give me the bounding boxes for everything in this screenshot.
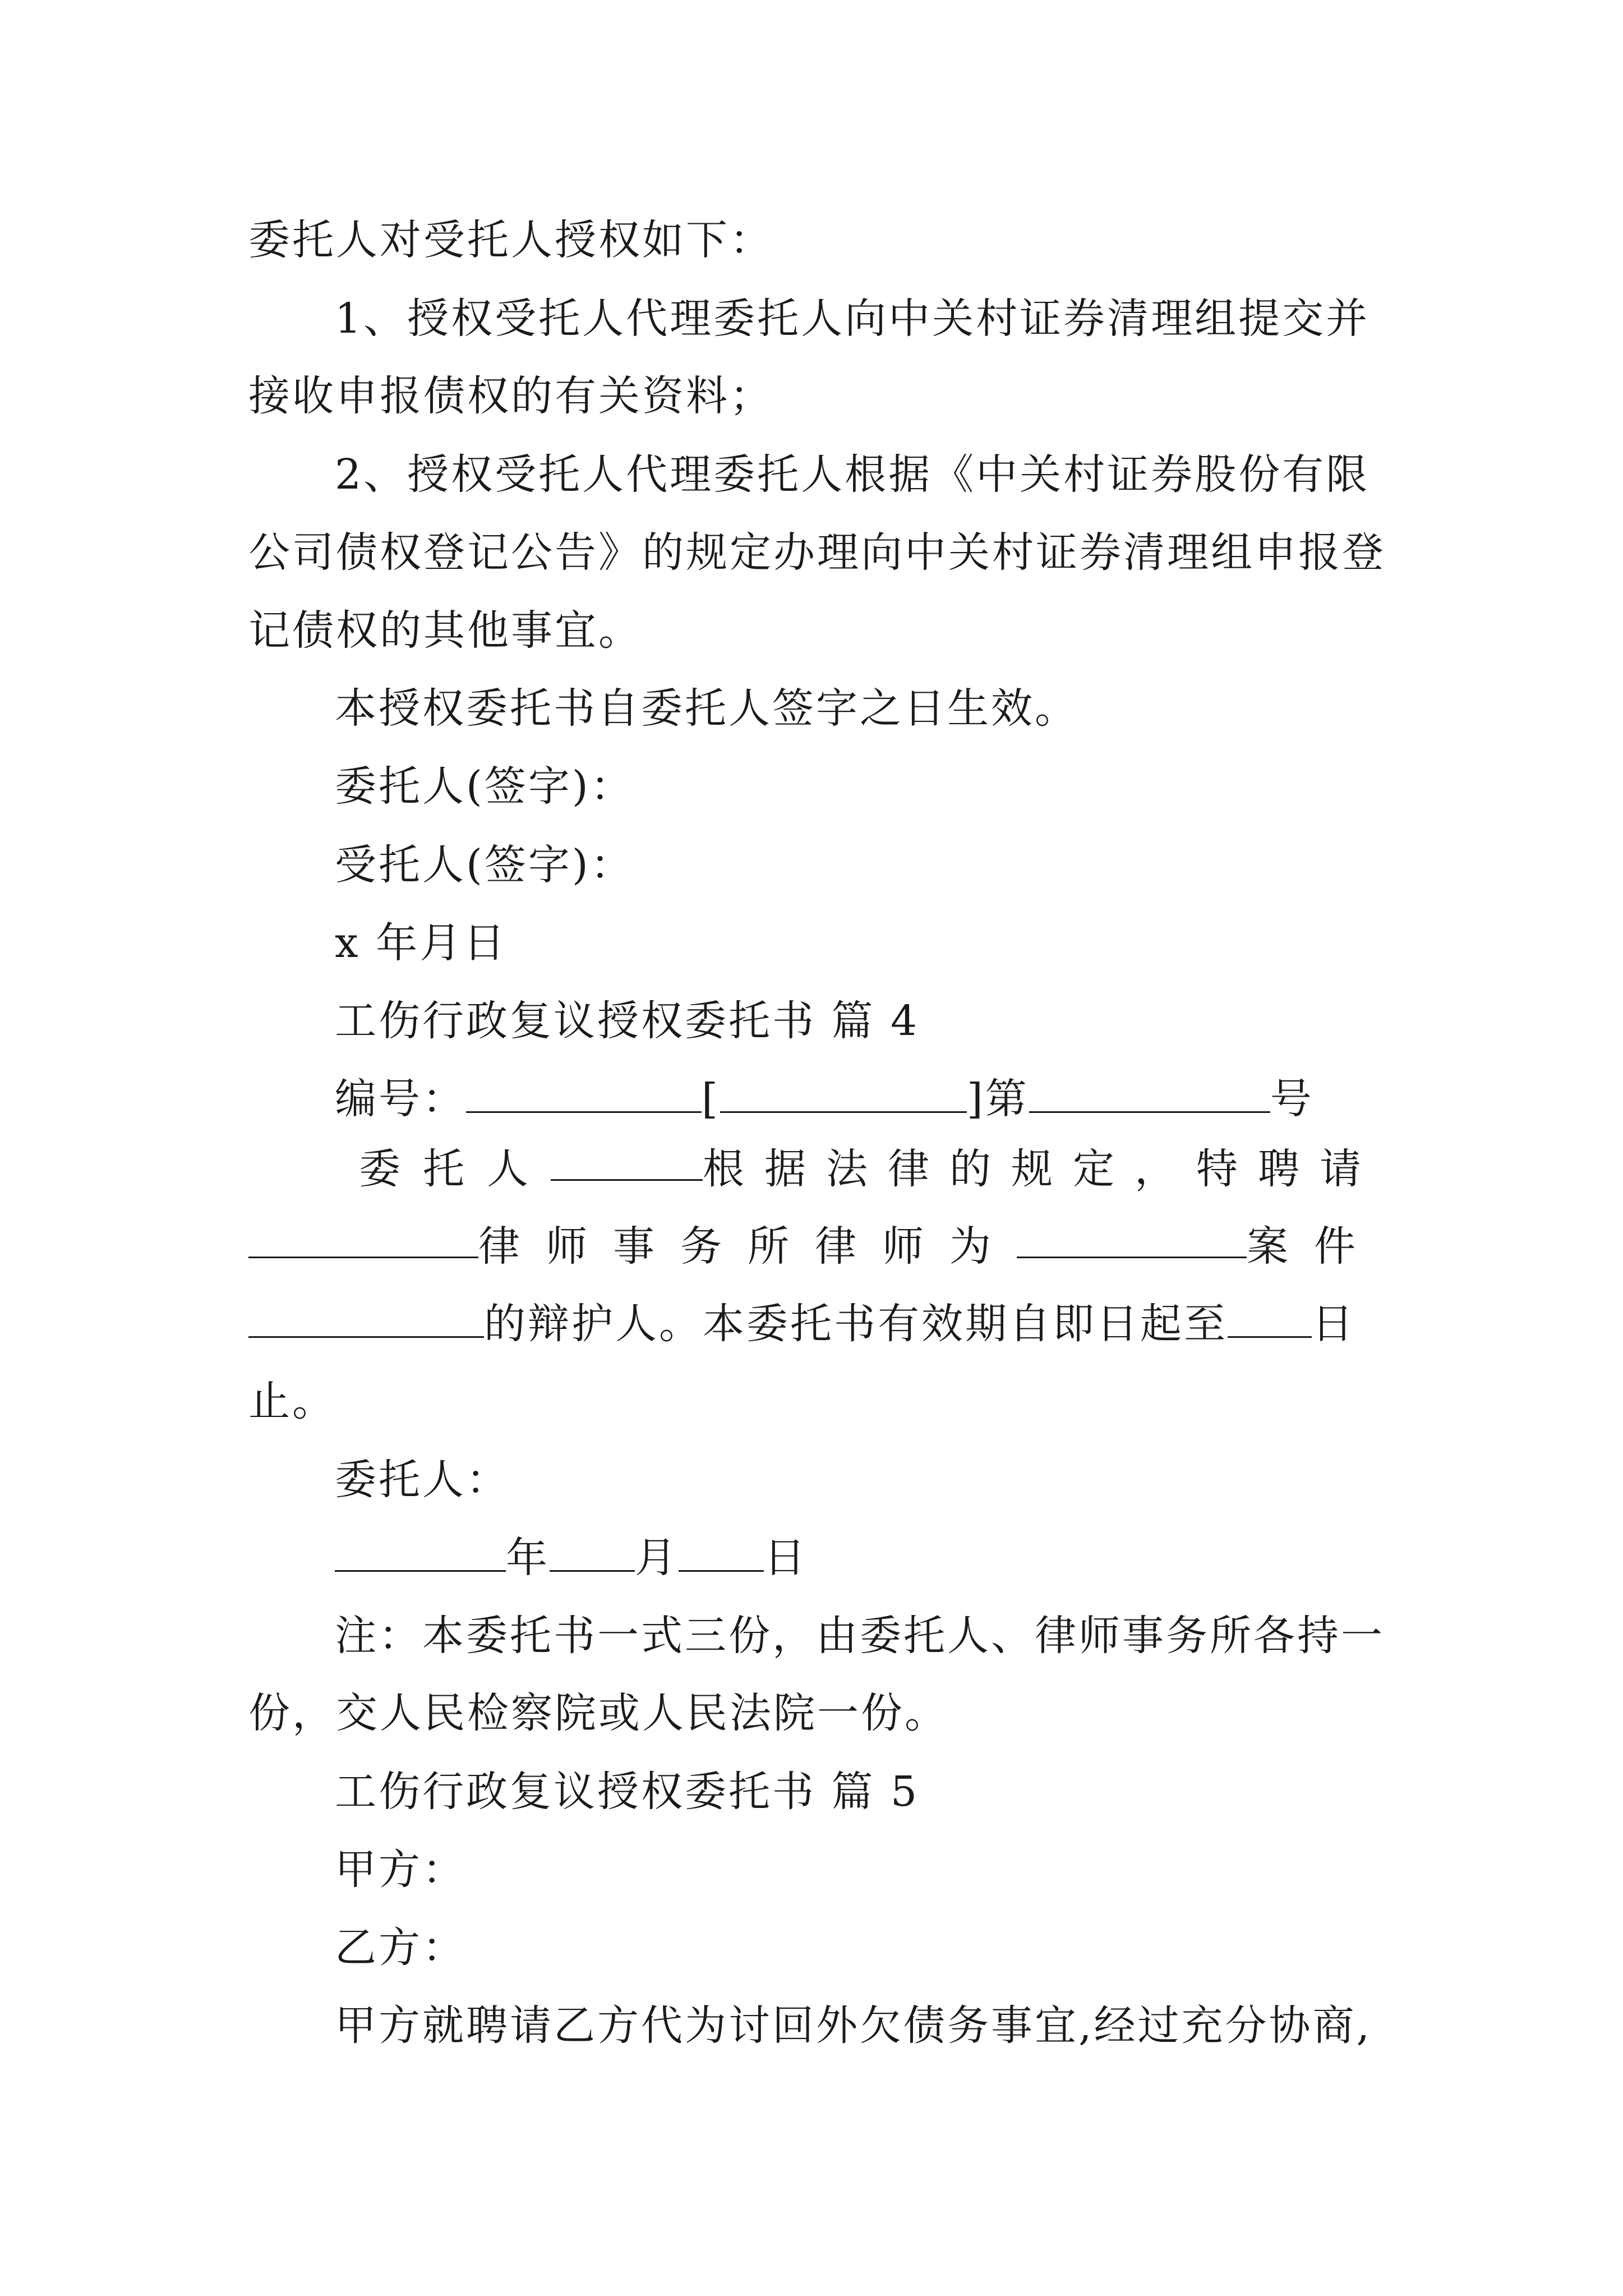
text-line: 公司债权登记公告》的规定办理向中关村证券清理组申报登 [248, 528, 1386, 577]
party-b-line: 乙方： [335, 1924, 466, 1972]
text-line: 委托人对受托人授权如下： [248, 216, 773, 264]
numbering-label: 编号： [335, 1075, 466, 1123]
blank-field [720, 1074, 967, 1113]
text-line: 2、授权受托人代理委托人根据《中关村证券股份有限 [335, 450, 1370, 499]
note-line: 注：本委托书一式三份，由委托人、律师事务所各持一 [335, 1612, 1385, 1660]
numbering-line [335, 1072, 1381, 1126]
text-segment: 委托人 [359, 1145, 551, 1193]
blank-field [550, 1533, 635, 1572]
year-label: 年 [506, 1534, 550, 1582]
text-segment: 根据法律的规定，特聘请 [703, 1145, 1381, 1193]
numbering-suffix: 号 [1270, 1075, 1314, 1123]
signature-line-agent: 受托人(签字)： [335, 841, 634, 889]
numbering-close-bracket: ]第 [966, 1075, 1029, 1123]
text-line: 记债权的其他事宜。 [248, 606, 642, 655]
blank-field [248, 1220, 478, 1258]
text-segment: 律师事务所律师为 [478, 1222, 1017, 1271]
paragraph-line [248, 1297, 1381, 1351]
blank-field [551, 1142, 703, 1181]
text-segment: 日 [1312, 1300, 1355, 1348]
blank-field [335, 1533, 506, 1572]
paragraph-line [359, 1142, 1381, 1196]
date-blanks-line [335, 1531, 1381, 1585]
signer-line: 委托人： [335, 1456, 510, 1504]
note-line: 份，交人民检察院或人民法院一份。 [248, 1689, 948, 1737]
blank-field [466, 1074, 702, 1113]
paragraph-line: 止。 [248, 1377, 336, 1425]
text-segment: 的辩护人。本委托书有效期自即日起至 [484, 1300, 1228, 1348]
text-line: 本授权委托书自委托人签字之日生效。 [335, 684, 1078, 733]
blank-field [248, 1299, 484, 1338]
text-line: 接收申报债权的有关资料； [248, 372, 773, 420]
blank-field [1029, 1074, 1270, 1113]
date-line: x 年月日 [335, 919, 508, 967]
text-line: 甲方就聘请乙方代为讨回外欠债务事宜,经过充分协商, [335, 2001, 1372, 2050]
day-label: 日 [764, 1534, 808, 1582]
section-heading: 工伤行政复议授权委托书 篇 4 [335, 997, 920, 1045]
party-a-line: 甲方： [335, 1846, 466, 1894]
section-heading: 工伤行政复议授权委托书 篇 5 [335, 1768, 920, 1816]
month-label: 月 [635, 1534, 679, 1582]
blank-field [1228, 1299, 1312, 1338]
blank-field [1017, 1220, 1247, 1258]
paragraph-line [248, 1220, 1381, 1273]
text-line: 1、授权受托人代理委托人向中关村证券清理组提交并 [335, 295, 1370, 343]
blank-field [679, 1533, 764, 1572]
numbering-open-bracket: [ [702, 1075, 720, 1123]
text-segment: 案件 [1247, 1222, 1381, 1271]
signature-line-principal: 委托人(签字)： [335, 762, 634, 811]
